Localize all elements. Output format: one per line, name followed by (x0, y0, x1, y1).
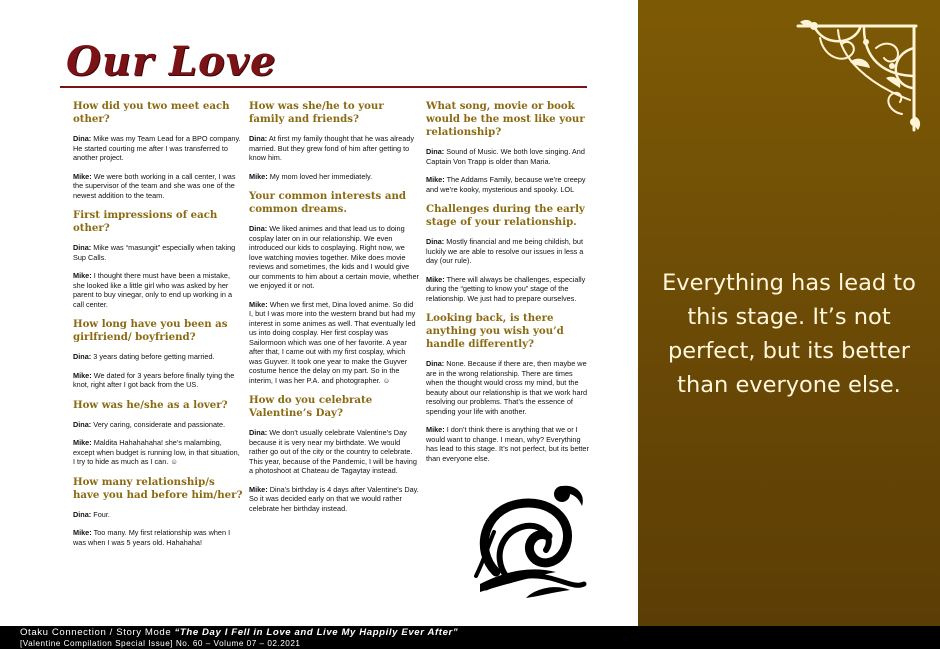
qa-block (73, 100, 243, 200)
answer-mike (73, 172, 243, 201)
quote-sidebar (638, 0, 940, 626)
answer-text: Too many. My first relationship was when I was when I was 5 years old. Hahahaha! (73, 528, 231, 547)
question-heading: How was she/he to your family and friends? (249, 100, 384, 125)
answer-text: Mike was “masungit” especially when taking Sup Calls. (73, 243, 236, 262)
qa-block (73, 476, 243, 548)
answer-dina (426, 359, 592, 416)
qa-block (426, 100, 592, 194)
qa-block (73, 209, 243, 309)
question-heading: How many relationship/s have you had before him/her? (73, 475, 243, 501)
answer-dina (426, 147, 592, 166)
speaker-label: Dina: (73, 243, 92, 252)
question-heading: Looking back, is there anything you wish you’d handle differently? (426, 312, 564, 350)
answer-text: When we first met, Dina loved anime. So did I, but I was more into the western brand but had my interest in some animes as well. That eventually led us into doing cosplay. Her first cosplay was Sailormoon which was one of her favorite. A year after that, I came out with my first cosplay, which was Guyver. It took one year to make the Guyver costume hence the delay on my part. So in the interim, I was her P.A. and photographer. ☺ (249, 299, 416, 385)
qa-block (73, 318, 243, 390)
qa-block (249, 190, 419, 385)
answer-mike (73, 438, 243, 467)
speaker-label: Dina: (73, 509, 92, 519)
speaker-label: Dina: (73, 352, 92, 361)
question-heading: How was he/she as a lover? (73, 398, 228, 411)
speaker-label: Mike: (73, 370, 92, 380)
speaker-label: Mike: (249, 484, 268, 494)
pull-quote: Everything has lead to this stage. It’s not perfect, but its better than everyone else. (662, 270, 916, 398)
answer-dina (249, 224, 419, 291)
speaker-label: Mike: (426, 274, 445, 284)
answer-dina (73, 420, 243, 430)
answer-dina (426, 237, 592, 266)
answer-text: My mom loved her immediately. (269, 171, 373, 181)
speaker-label: Dina: (426, 359, 445, 368)
answer-text: We don’t usually celebrate Valentine’s Day because it is very near my birthdate. We would rather go out of the city or the country to celebrate. This year, because of the Pandemic, I will be having a photoshoot at Chateau de Tagaytay instead. (249, 428, 417, 475)
question-heading: Your common interests and common dreams. (249, 190, 406, 215)
answer-text: Sound of Music. We both love singing. And Captain Von Trapp is older than Maria. (426, 147, 585, 166)
qa-block (249, 394, 419, 513)
answer-mike (73, 371, 243, 390)
answer-text: Mostly financial and me being childish, but luckily we are able to resolve our issues in less a day (our rule). (426, 237, 584, 265)
question-heading: How do you celebrate Valentine’s Day? (249, 394, 373, 419)
article-column-3 (426, 96, 592, 472)
answer-text: None. Because if there are, then maybe we are in the wrong relationship. There are times when the thought would cross my mind, but the beauty about our relationship is that we work hard resolving our problems. That’s the essence of spending your life with another. (426, 359, 588, 416)
floral-corner-flourish-icon (794, 18, 924, 134)
qa-block (426, 203, 592, 303)
question-heading: What song, movie or book would be the most like your relationship? (426, 100, 585, 138)
answer-text: Mike was my Team Lead for a BPO company. He started courting me after I was transferred to another project. (73, 134, 241, 162)
speaker-label: Mike: (249, 299, 268, 309)
answer-text: Very caring, considerate and passionate. (93, 419, 226, 429)
answer-text: Maldita Hahahahaha! she’s malambing, except when budget is running low, in that situation, I try to hide as much as I can. ☺ (73, 438, 240, 466)
question-heading: How long have you been as girlfriend/ boyfriend? (73, 318, 228, 343)
answer-text: We dated for 3 years before finally tying the knot, right after I got back from the US. (73, 370, 235, 389)
speaker-label: Mike: (73, 438, 92, 447)
answer-dina (249, 428, 419, 476)
answer-mike (426, 275, 592, 304)
article-column-2 (249, 96, 419, 522)
answer-dina (73, 510, 243, 520)
qa-block (249, 100, 419, 181)
answer-dina (73, 352, 243, 362)
speaker-label: Mike: (73, 528, 92, 537)
speaker-label: Mike: (73, 171, 92, 181)
answer-mike (73, 528, 243, 547)
answer-text: I don’t think there is anything that we or I would want to change. I mean, why? Everything has lead to this stage. It’s not perfect, but its better than everyone else. (426, 425, 589, 463)
answer-text: We were both working in a call center, I was the supervisor of the team and she was one of the newest addition to the team. (73, 171, 236, 200)
answer-dina (73, 134, 243, 163)
answer-mike (426, 425, 592, 463)
answer-text: We liked animes and that lead us to doing cosplay later on in our relationship. We even introduced our kids to cosplaying. Right now, we love watching movies together. Mike does movie reviews and sometimes, the kids and I would give our comments to him about a certain movie, whether we enjoyed it or not. (249, 224, 419, 290)
speaker-label: Dina: (426, 147, 445, 156)
speaker-label: Mike: (249, 171, 268, 181)
answer-dina (73, 243, 243, 262)
speaker-label: Dina: (249, 428, 268, 437)
answer-text: At first my family thought that he was already married. But they grew fond of him after getting to know him. (249, 134, 415, 162)
answer-mike (249, 172, 419, 182)
answer-text: There will always be challenges, especially during the “getting to know you” stage of the relationship. We just had to prepare ourselves. (426, 274, 586, 303)
speaker-label: Dina: (426, 237, 445, 246)
speaker-label: Dina: (249, 134, 268, 143)
speaker-label: Mike: (426, 425, 445, 434)
qa-block (426, 312, 592, 463)
black-swirl-flourish-icon (466, 480, 590, 600)
answer-mike (426, 175, 592, 194)
answer-mike (73, 271, 243, 309)
issue-footer (0, 626, 940, 649)
footer-line-1 (20, 626, 940, 639)
title-divider (60, 86, 587, 88)
footer-section: Otaku Connection / Story Mode (20, 627, 175, 638)
answer-mike (249, 300, 419, 386)
qa-block (73, 399, 243, 467)
question-heading: Challenges during the early stage of your relationship. (426, 203, 585, 228)
answer-text: Dina’s birthday is 4 days after Valentine’s Day. So it was decided early on that we would rather celebrate her birthday instead. (249, 484, 419, 513)
answer-text: I thought there must have been a mistake, she looked like a little girl who was asked by her parent to buy vinegar, only to end up working in a call center. (73, 271, 233, 309)
answer-text: The Addams Family, because we’re creepy and we’re kooky, mysterious and spooky. LOL (426, 175, 586, 194)
speaker-label: Mike: (426, 175, 445, 184)
answer-dina (249, 134, 419, 163)
speaker-label: Dina: (73, 419, 92, 429)
article-column-1 (73, 96, 243, 556)
article-title: Our Love (66, 38, 277, 85)
question-heading: How did you two meet each other? (73, 100, 230, 125)
footer-story-title: “The Day I Fell in Love and Live My Happily Ever After” (174, 627, 459, 638)
answer-text: 3 years dating before getting married. (93, 352, 215, 361)
answer-text: Four. (93, 509, 110, 519)
speaker-label: Mike: (73, 271, 92, 280)
speaker-label: Dina: (249, 224, 268, 233)
speaker-label: Dina: (73, 134, 92, 143)
footer-issue-info: [Valentine Compilation Special Issue] No. 60 – Volume 07 – 02.2021 (20, 639, 301, 648)
question-heading: First impressions of each other? (73, 209, 218, 234)
answer-mike (249, 485, 419, 514)
